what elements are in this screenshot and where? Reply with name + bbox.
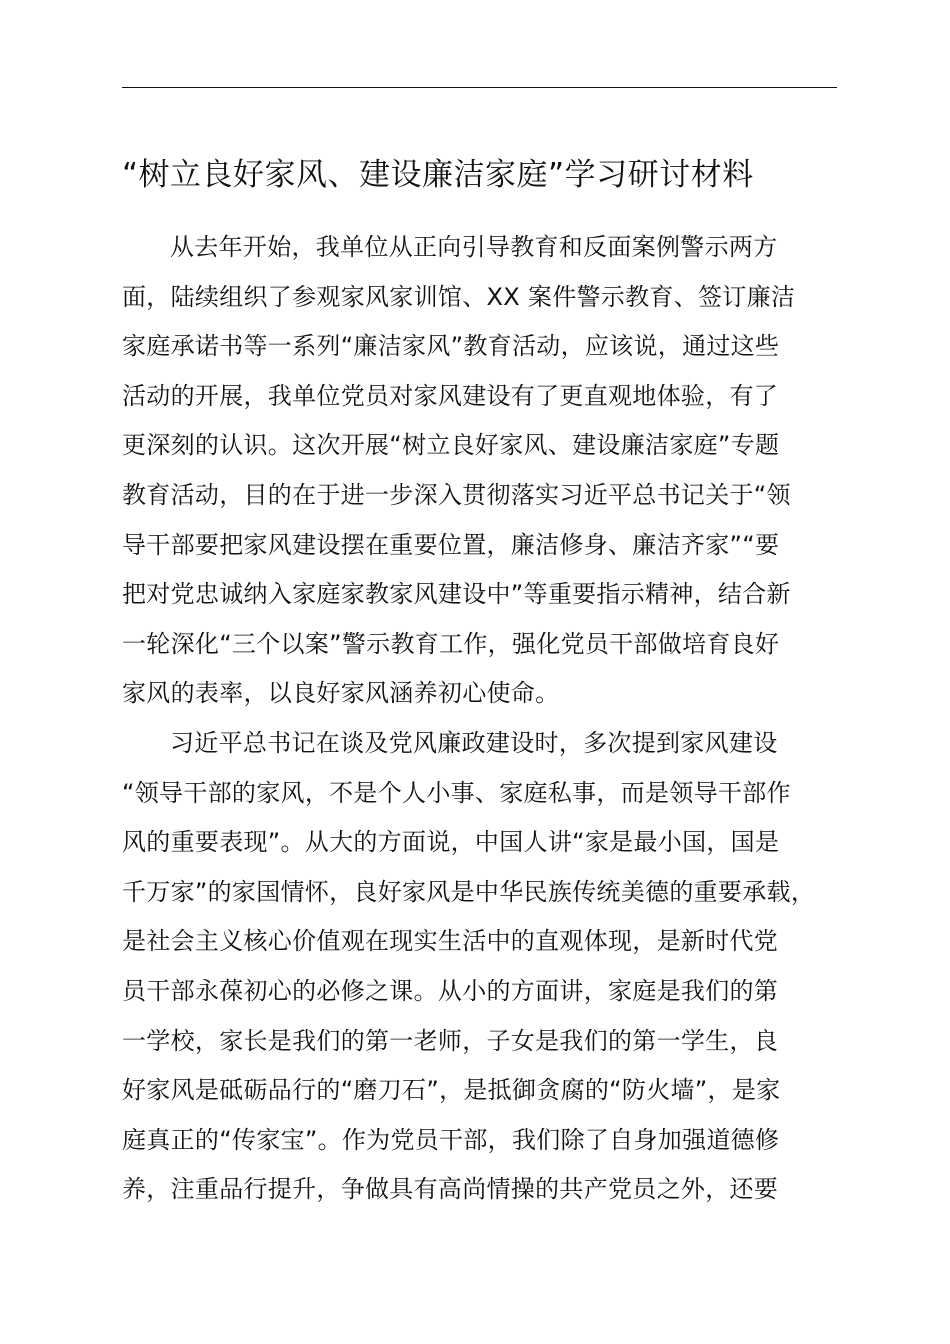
paragraph — [122, 223, 862, 719]
paragraph — [122, 719, 862, 1215]
paragraph-line: 一轮深化“三个以案”警示教育工作，强化党员干部做培育良好 — [122, 629, 780, 658]
paragraph-line: “领导干部的家风，不是个人小事、家庭私事，而是领导干部作 — [122, 778, 791, 807]
paragraph-line: 庭真正的“传家宝”。作为党员干部，我们除了自身加强道德修 — [122, 1125, 780, 1154]
paragraph-line: 风的重要表现”。从大的方面说，中国人讲“家是最小国，国是 — [122, 828, 780, 857]
paragraph-line: 从去年开始，我单位从正向引导教育和反面案例警示两方 — [170, 233, 778, 261]
paragraph-line: 教育活动，目的在于进一步深入贯彻落实习近平总书记关于“领 — [122, 480, 791, 509]
document-title: “树立良好家风、建设廉洁家庭”学习研讨材料 — [122, 157, 754, 193]
paragraph-line: 好家风是砥砺品行的“磨刀石”，是抵御贪腐的“防火墙”，是家 — [122, 1076, 781, 1105]
paragraph-line: 习近平总书记在谈及党风廉政建设时，多次提到家风建设 — [170, 728, 778, 757]
header-rule — [122, 87, 837, 88]
paragraph-line: 更深刻的认识。这次开展“树立良好家风、建设廉洁家庭”专题 — [122, 431, 780, 460]
paragraph-line: 把对党忠诚纳入家庭家教家风建设中”等重要指示精神，结合新 — [122, 580, 791, 609]
paragraph-line: 养，注重品行提升，争做具有高尚情操的共产党员之外，还要 — [122, 1175, 779, 1204]
paragraph-line: 一学校，家长是我们的第一老师，子女是我们的第一学生，良 — [122, 1026, 779, 1055]
document-body — [122, 223, 862, 1215]
paragraph-line: 家风的表率，以良好家风涵养初心使命。 — [122, 679, 560, 708]
paragraph-line: 活动的开展，我单位党员对家风建设有了更直观地体验，有了 — [122, 381, 779, 410]
paragraph-line: 导干部要把家风建设摆在重要位置，廉洁修身、廉洁齐家”“要 — [122, 530, 780, 559]
paragraph-line: 家庭承诺书等一系列“廉洁家风”教育活动，应该说，通过这些 — [122, 332, 780, 361]
paragraph-line: 面，陆续组织了参观家风家训馆、XX 案件警示教育、签订廉洁 — [122, 282, 796, 311]
paragraph-line: 千万家”的家国情怀，良好家风是中华民族传统美德的重要承载， — [122, 877, 816, 906]
paragraph-line: 员干部永葆初心的必修之课。从小的方面讲，家庭是我们的第 — [122, 976, 779, 1005]
paragraph-line: 是社会主义核心价值观在现实生活中的直观体现，是新时代党 — [122, 927, 779, 956]
